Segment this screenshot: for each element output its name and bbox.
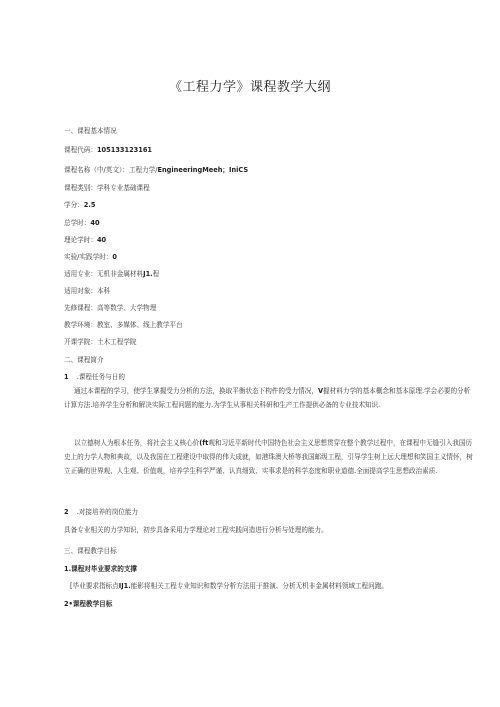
field-label: 学分： — [64, 201, 84, 209]
field-value: J1. — [143, 270, 153, 278]
paragraph-course-task: 通过本课程的学习，使学生掌握受力分析的方法，换取平衡状态下构件的受力情况，V握材料力学的基本概念和基本原理.学会必要的分析计算方法.培养学生分析和解决实际工程问题的能力.为学生从事相关科研和生产工作提供必备的专业技术知识. — [64, 387, 471, 410]
field-value: 40 — [96, 236, 107, 244]
field-value: EngineeringMeeh；IniCS — [157, 166, 249, 174]
field-credits — [64, 201, 95, 210]
field-label: 课程代码： — [64, 146, 97, 154]
field-course-category — [64, 184, 150, 193]
field-label: 开课学院：土木工程学院 — [64, 338, 137, 346]
paragraph-graduation-indicator: [毕业要求指标点IJ1.能影将相关工程专业知识和数学分析方法用于推演、分析无机非金属材料领域工程问跑。 — [70, 582, 388, 590]
paragraph-job-ability: 具备专业相关的力学知识，初步具备采用力学理论对工程实践问造进行分析与处理的能力。 — [64, 526, 328, 534]
subheading-graduation-support: 1.课程对毕业要求的支撑 — [64, 565, 138, 573]
field-label: 适用专业：无机非金属材料 — [64, 270, 144, 278]
field-teaching-environment — [64, 321, 183, 330]
field-value: 2.5 — [83, 201, 96, 209]
field-value: 105133123161 — [96, 146, 153, 154]
field-label: 课程类别：学科专业基础课程 — [64, 184, 150, 192]
field-offering-college — [64, 338, 137, 347]
field-label: 理论学时： — [64, 236, 97, 244]
field-label: 教学环境：教室、多媒体、线上教学平台 — [64, 321, 183, 329]
field-theory-hours — [64, 236, 106, 245]
field-total-hours — [64, 219, 100, 228]
subheading-job-ability — [64, 508, 138, 517]
field-label: 实验/实践学时： — [64, 253, 113, 261]
subheading-task-goal — [64, 373, 125, 382]
field-suffix: 程 — [152, 270, 160, 278]
document-title: 《工程力学》课程教学大纲 — [168, 80, 331, 95]
field-course-name — [64, 166, 248, 175]
subheading-number: 2 — [64, 508, 69, 516]
field-label: 总学时： — [64, 219, 91, 227]
paragraph-moral-education: 以立德树人为根本任务，将社会主义核心价(ft观和习近平新时代中国特色社会主义思想贯穿在整个教学过程中，在课程中无缝引入我国历史上的力学人物和典故，以及我国在工程建设中取得的伟大成就，如港珠澳大桥等我国邮级工程，引导学生树上远大理想和笑国主义情怀，树立正确的世界观、人生观、价值观，培养学生科学严谨、认真细致、实事求是的科学态度和职业道德.全面提高学生思想政治素质. — [64, 439, 473, 476]
field-value: 40 — [90, 219, 100, 227]
field-label: 先修课程：高等数学、大学物理 — [64, 304, 157, 312]
field-value: 0 — [112, 253, 117, 261]
subheading-number: 1 — [64, 373, 69, 381]
section-heading-basic-info: 一、课程基本情况 — [64, 127, 117, 135]
field-prerequisites — [64, 304, 156, 313]
field-target-audience — [64, 287, 110, 296]
field-label: 适用对象：本科 — [64, 287, 111, 295]
field-lab-hours — [64, 253, 117, 262]
field-applicable-major — [64, 270, 159, 279]
subheading-teaching-objectives: 2•课程教学目标 — [64, 600, 113, 608]
section-heading-course-intro: 二、课程简介 — [64, 356, 104, 364]
subheading-text: .课程任务与日的 — [76, 373, 125, 381]
field-label: 课程名称（中/英文）：工程力学/ — [64, 166, 158, 174]
subheading-text: .对接培养的岗位能力 — [76, 508, 139, 516]
field-course-code — [64, 146, 152, 155]
section-heading-teaching-objectives: 三、课程教学目标 — [64, 547, 117, 555]
